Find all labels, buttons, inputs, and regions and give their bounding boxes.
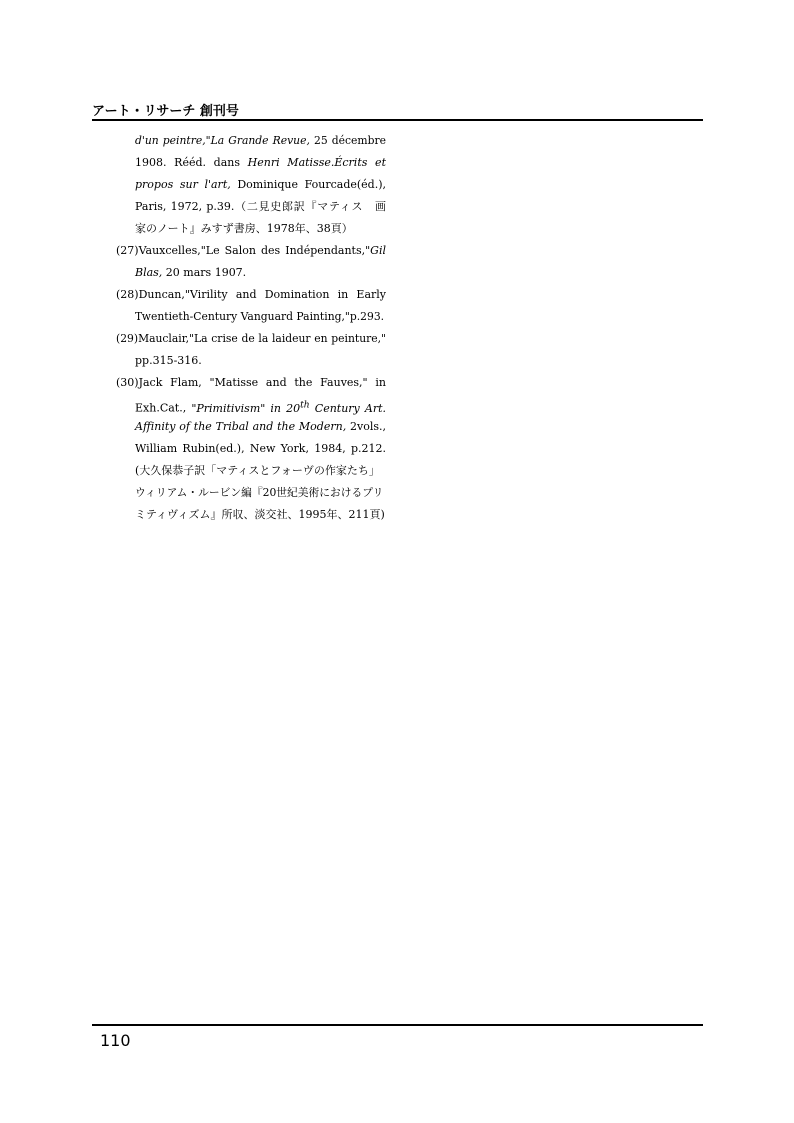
note-text: 2vols.,: [346, 420, 386, 433]
running-header-title: アート・リサーチ 創刊号: [92, 104, 239, 119]
work-title: Gil: [370, 244, 386, 257]
note-27: [116, 240, 386, 284]
note-line: William Rubin(ed.), New York, 1984, p.212.: [135, 442, 386, 455]
note-line: (29)Mauclair,"La crise de la laideur en peinture,": [116, 332, 386, 345]
note-text: 25 décembre: [309, 134, 386, 147]
note-line: ウィリアム・ルービン編『20世紀美術におけるプリ: [135, 486, 384, 499]
note-line: [116, 394, 386, 416]
work-title: [191, 399, 386, 415]
note-line: (28)Duncan,"Virility and Domination in Early: [116, 288, 386, 301]
note-line: (大久保恭子訳「マティスとフォーヴの作家たち」: [135, 464, 380, 477]
note-line: [116, 152, 386, 174]
note-line: (30)Jack Flam, "Matisse and the Fauves," in: [116, 376, 386, 389]
work-title: Blas,: [135, 266, 163, 279]
note-line: [116, 416, 386, 438]
endnotes: [116, 130, 386, 526]
note-line: Paris, 1972, p.39.（二見史郎訳『マティス 画: [135, 200, 386, 213]
note-line: [116, 240, 386, 262]
note-line: pp.315-316.: [135, 354, 202, 367]
note-text: 20 mars 1907.: [162, 266, 247, 279]
note-text: (27)Vauxcelles,"Le Salon des Indépendants,": [116, 244, 371, 257]
note-line: [116, 174, 386, 196]
footer-rule: [92, 1024, 703, 1026]
note-29: [116, 328, 386, 372]
work-title: d'un peintre,"La Grande Revue,: [135, 134, 310, 147]
note-text: Dominique Fourcade(éd.),: [230, 178, 386, 191]
note-line: ミティヴィズム』所収、淡交社、1995年、211頁): [135, 508, 385, 521]
note-line: [116, 262, 386, 284]
work-title-part: Century Art.: [309, 401, 386, 415]
work-title-part: "Primitivism" in 20: [191, 401, 301, 415]
note-line: Twentieth-Century Vanguard Painting,"p.293.: [135, 310, 385, 323]
note-line: [116, 130, 386, 152]
note-28: [116, 284, 386, 328]
work-title: Henri Matisse.Écrits et: [247, 156, 386, 169]
work-title: Affinity of the Tribal and the Modern,: [135, 420, 347, 433]
ordinal-suffix: th: [300, 399, 310, 410]
note-30: [116, 372, 386, 526]
header-rule: [92, 119, 703, 121]
note-line: 家のノート』みすず書房、1978年、38頁）: [135, 222, 353, 235]
note-text: 1908. Rééd. dans: [135, 156, 248, 169]
note-text: Exh.Cat.,: [135, 401, 192, 415]
work-title: propos sur l'art,: [135, 178, 231, 191]
note-26-continued: [116, 130, 386, 240]
page-number: 110: [100, 1031, 131, 1050]
